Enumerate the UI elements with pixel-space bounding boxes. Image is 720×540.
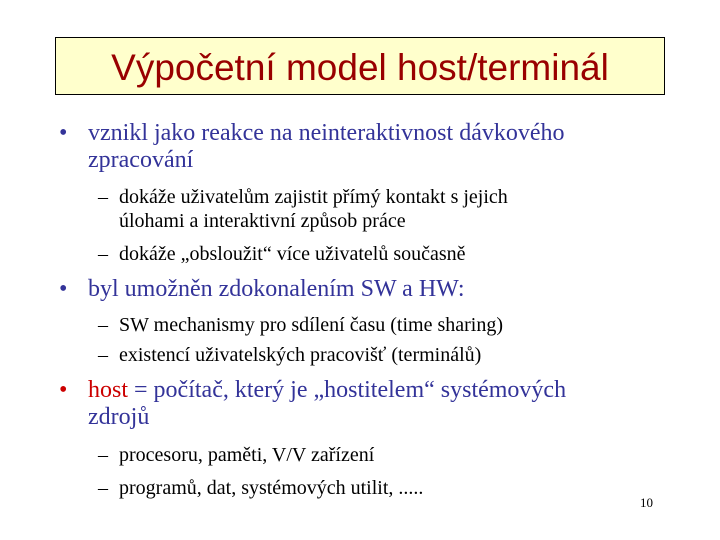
dash-icon: – (98, 314, 108, 336)
bullet-point-1-line-1: vznikl jako reakce na neinteraktivnost dávkového (88, 120, 565, 146)
bullet-point-1-line-2: zpracování (88, 147, 194, 173)
bullet-icon: • (59, 276, 68, 302)
dash-icon: – (98, 186, 108, 208)
page-number: 10 (640, 495, 653, 510)
subpoint-1-2-line-1: dokáže „obsloužit“ více uživatelů současně (119, 243, 466, 265)
subpoint-3-2 (98, 476, 639, 500)
subpoint-3-1-line-1: procesoru, paměti, V/V zařízení (119, 444, 375, 466)
subpoint-3-2-line-1: programů, dat, systémových utilit, ..... (119, 477, 424, 499)
subpoint-3-1 (98, 443, 639, 467)
bullet-icon: • (59, 120, 68, 146)
bullet-point-2-line-1: byl umožněn zdokonalením SW a HW: (88, 276, 465, 302)
bullet-point-1 (59, 120, 688, 174)
slide-title-box (55, 37, 665, 95)
bullet-point-3-line-2: zdrojů (88, 404, 150, 430)
subpoint-2-1 (98, 313, 639, 337)
bullet-icon: • (59, 377, 68, 403)
bullet-point-3 (59, 377, 688, 431)
subpoint-1-2 (98, 242, 639, 266)
subpoint-1-1-line-1: dokáže uživatelům zajistit přímý kontakt s jejich (119, 186, 508, 208)
dash-icon: – (98, 344, 108, 366)
subpoint-2-2 (98, 343, 639, 367)
dash-icon: – (98, 477, 108, 499)
bullet-point-3-line-1: = počítač, který je „hostitelem“ systémových (128, 377, 567, 403)
slide-title: Výpočetní model host/terminál (111, 46, 609, 88)
subpoint-1-1 (98, 185, 639, 233)
subpoint-1-1-line-2: úlohami a interaktivní způsob práce (119, 210, 406, 232)
dash-icon: – (98, 243, 108, 265)
subpoint-2-2-line-1: existencí uživatelských pracovišť (terminálů) (119, 344, 482, 366)
subpoint-2-1-line-1: SW mechanismy pro sdílení času (time sharing) (119, 314, 503, 336)
dash-icon: – (98, 444, 108, 466)
bullet-point-2 (59, 276, 688, 303)
highlight-word-host: host (88, 377, 129, 403)
